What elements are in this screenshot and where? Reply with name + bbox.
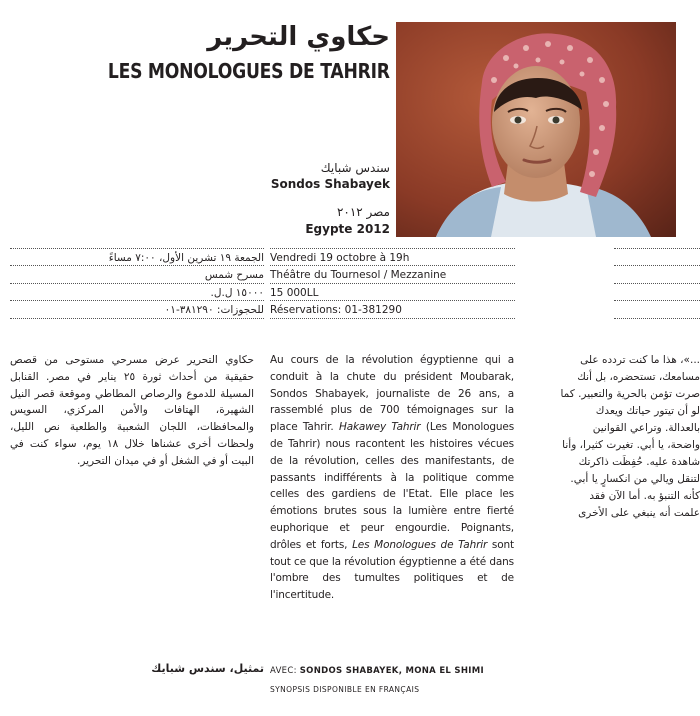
author-name-arabic: سندس شبايك: [320, 161, 390, 175]
info-divider: [614, 248, 700, 249]
info-reservations-arabic: للحجوزات: ٣٨١٢٩٠-٠١: [164, 304, 264, 316]
info-divider: [270, 318, 515, 319]
synopsis-french-part: (Les Monologues de Tahrir) nous racontent les histoires vécues de la révolution, celles des manifestants, de passants indifférents à la politique comme celles des gardiens de l'Etat. Elle place les émotions brutes sous la lumière entre fierté euphorique et peur engourdie. Poignants, drôles et forts,: [270, 421, 515, 551]
info-divider: [614, 265, 700, 266]
info-price-arabic: ١٥٠٠٠ ل.ل.: [210, 287, 264, 299]
info-divider: [614, 300, 700, 301]
info-price-french: 15 000LL: [270, 287, 319, 299]
info-divider: [270, 283, 515, 284]
country-year-french: Egypte 2012: [305, 222, 390, 236]
author-name-french: Sondos Shabayek: [270, 177, 390, 191]
synopsis-french-title: Les Monologues de Tahrir: [352, 538, 488, 551]
synopsis-note: SYNOPSIS DISPONIBLE EN FRANÇAIS: [270, 685, 420, 694]
credits-label: AVEC:: [270, 666, 300, 676]
synopsis-arabic: حكاوي التحرير عرض مسرحي مستوحى من قصص حقيقية من أحداث ثورة ٢٥ يناير في مصر. القنابل المسيلة للدموع والرصاص المطاطي وموقعة قصر النيل الشهيرة، الهتافات والأمن المركزي، السويس والمحافظات، اللجان الشعبية والطلعية نص الليل، ولحظات أخرى عشناها خلال ١٨ يوم، سواء كنت في البيت أو في الشغل أو في ميدان التحرير.: [10, 354, 254, 467]
info-divider: [614, 283, 700, 284]
info-divider: [10, 318, 264, 319]
cropped-arabic-column: [560, 352, 700, 519]
info-venue-french: Théâtre du Tournesol / Mezzanine: [270, 269, 447, 281]
synopsis-french: [270, 352, 514, 604]
portrait-photo: [396, 22, 676, 237]
info-venue-arabic: مسرح شمس: [204, 269, 264, 281]
synopsis-french-title: Hakawey Tahrir: [338, 421, 421, 434]
synopsis-french-part: Au cours de la révolution égyptienne qui a conduit à la chute du président Moubarak, Sondos Shabayek, journaliste de 26 ans, a rassemblé plus de 700 témoignages sur la place Tahrir.: [270, 354, 514, 434]
info-divider: [270, 300, 515, 301]
info-divider: [270, 248, 515, 249]
info-reservations-french: Réservations: 01-381290: [270, 304, 402, 316]
info-date-french: Vendredi 19 octobre à 19h: [270, 252, 410, 264]
info-divider: [10, 265, 264, 266]
country-year-arabic: مصر ٢٠١٢: [336, 205, 390, 219]
info-divider: [614, 318, 700, 319]
synopsis-french-part: sont tout ce que la révolution égyptienne a été dans l'ombre des tumultes politiques et de l'incertitude.: [270, 538, 514, 602]
cropped-arabic-text: ...»، هذا ما كنت تردده على مسامعك، تستحضره، بل أنك صرت تؤمن بالحرية والتعبير. كما لو أن تيتور حياتك ويعدك بالعدالة. وتراعي القوانين واضحة، يا أبي. تغيرت كثيرا، وأنا شاهدة عليه. حُفِظَت ذاكرتك لتنقل ويالي من انكسارٍ يا أبي. كأنه التنبؤ به. أما الآن فقد علمت أنه ينبغي على الأخرى: [560, 354, 700, 519]
info-divider: [10, 300, 264, 301]
info-divider: [10, 248, 264, 249]
credits-names: SONDOS SHABAYEK, MONA EL SHIMI: [299, 666, 484, 676]
credits-arabic: تمثيل، سندس شبايك: [151, 662, 264, 675]
title-french: LES MONOLOGUES DE TAHRIR: [108, 59, 390, 83]
info-divider: [270, 265, 515, 266]
title-arabic: حكاوي التحرير: [207, 22, 390, 52]
info-divider: [10, 283, 264, 284]
credits-french: [270, 666, 484, 676]
info-date-arabic: الجمعة ١٩ تشرين الأول، ٧:٠٠ مساءً: [108, 252, 264, 264]
